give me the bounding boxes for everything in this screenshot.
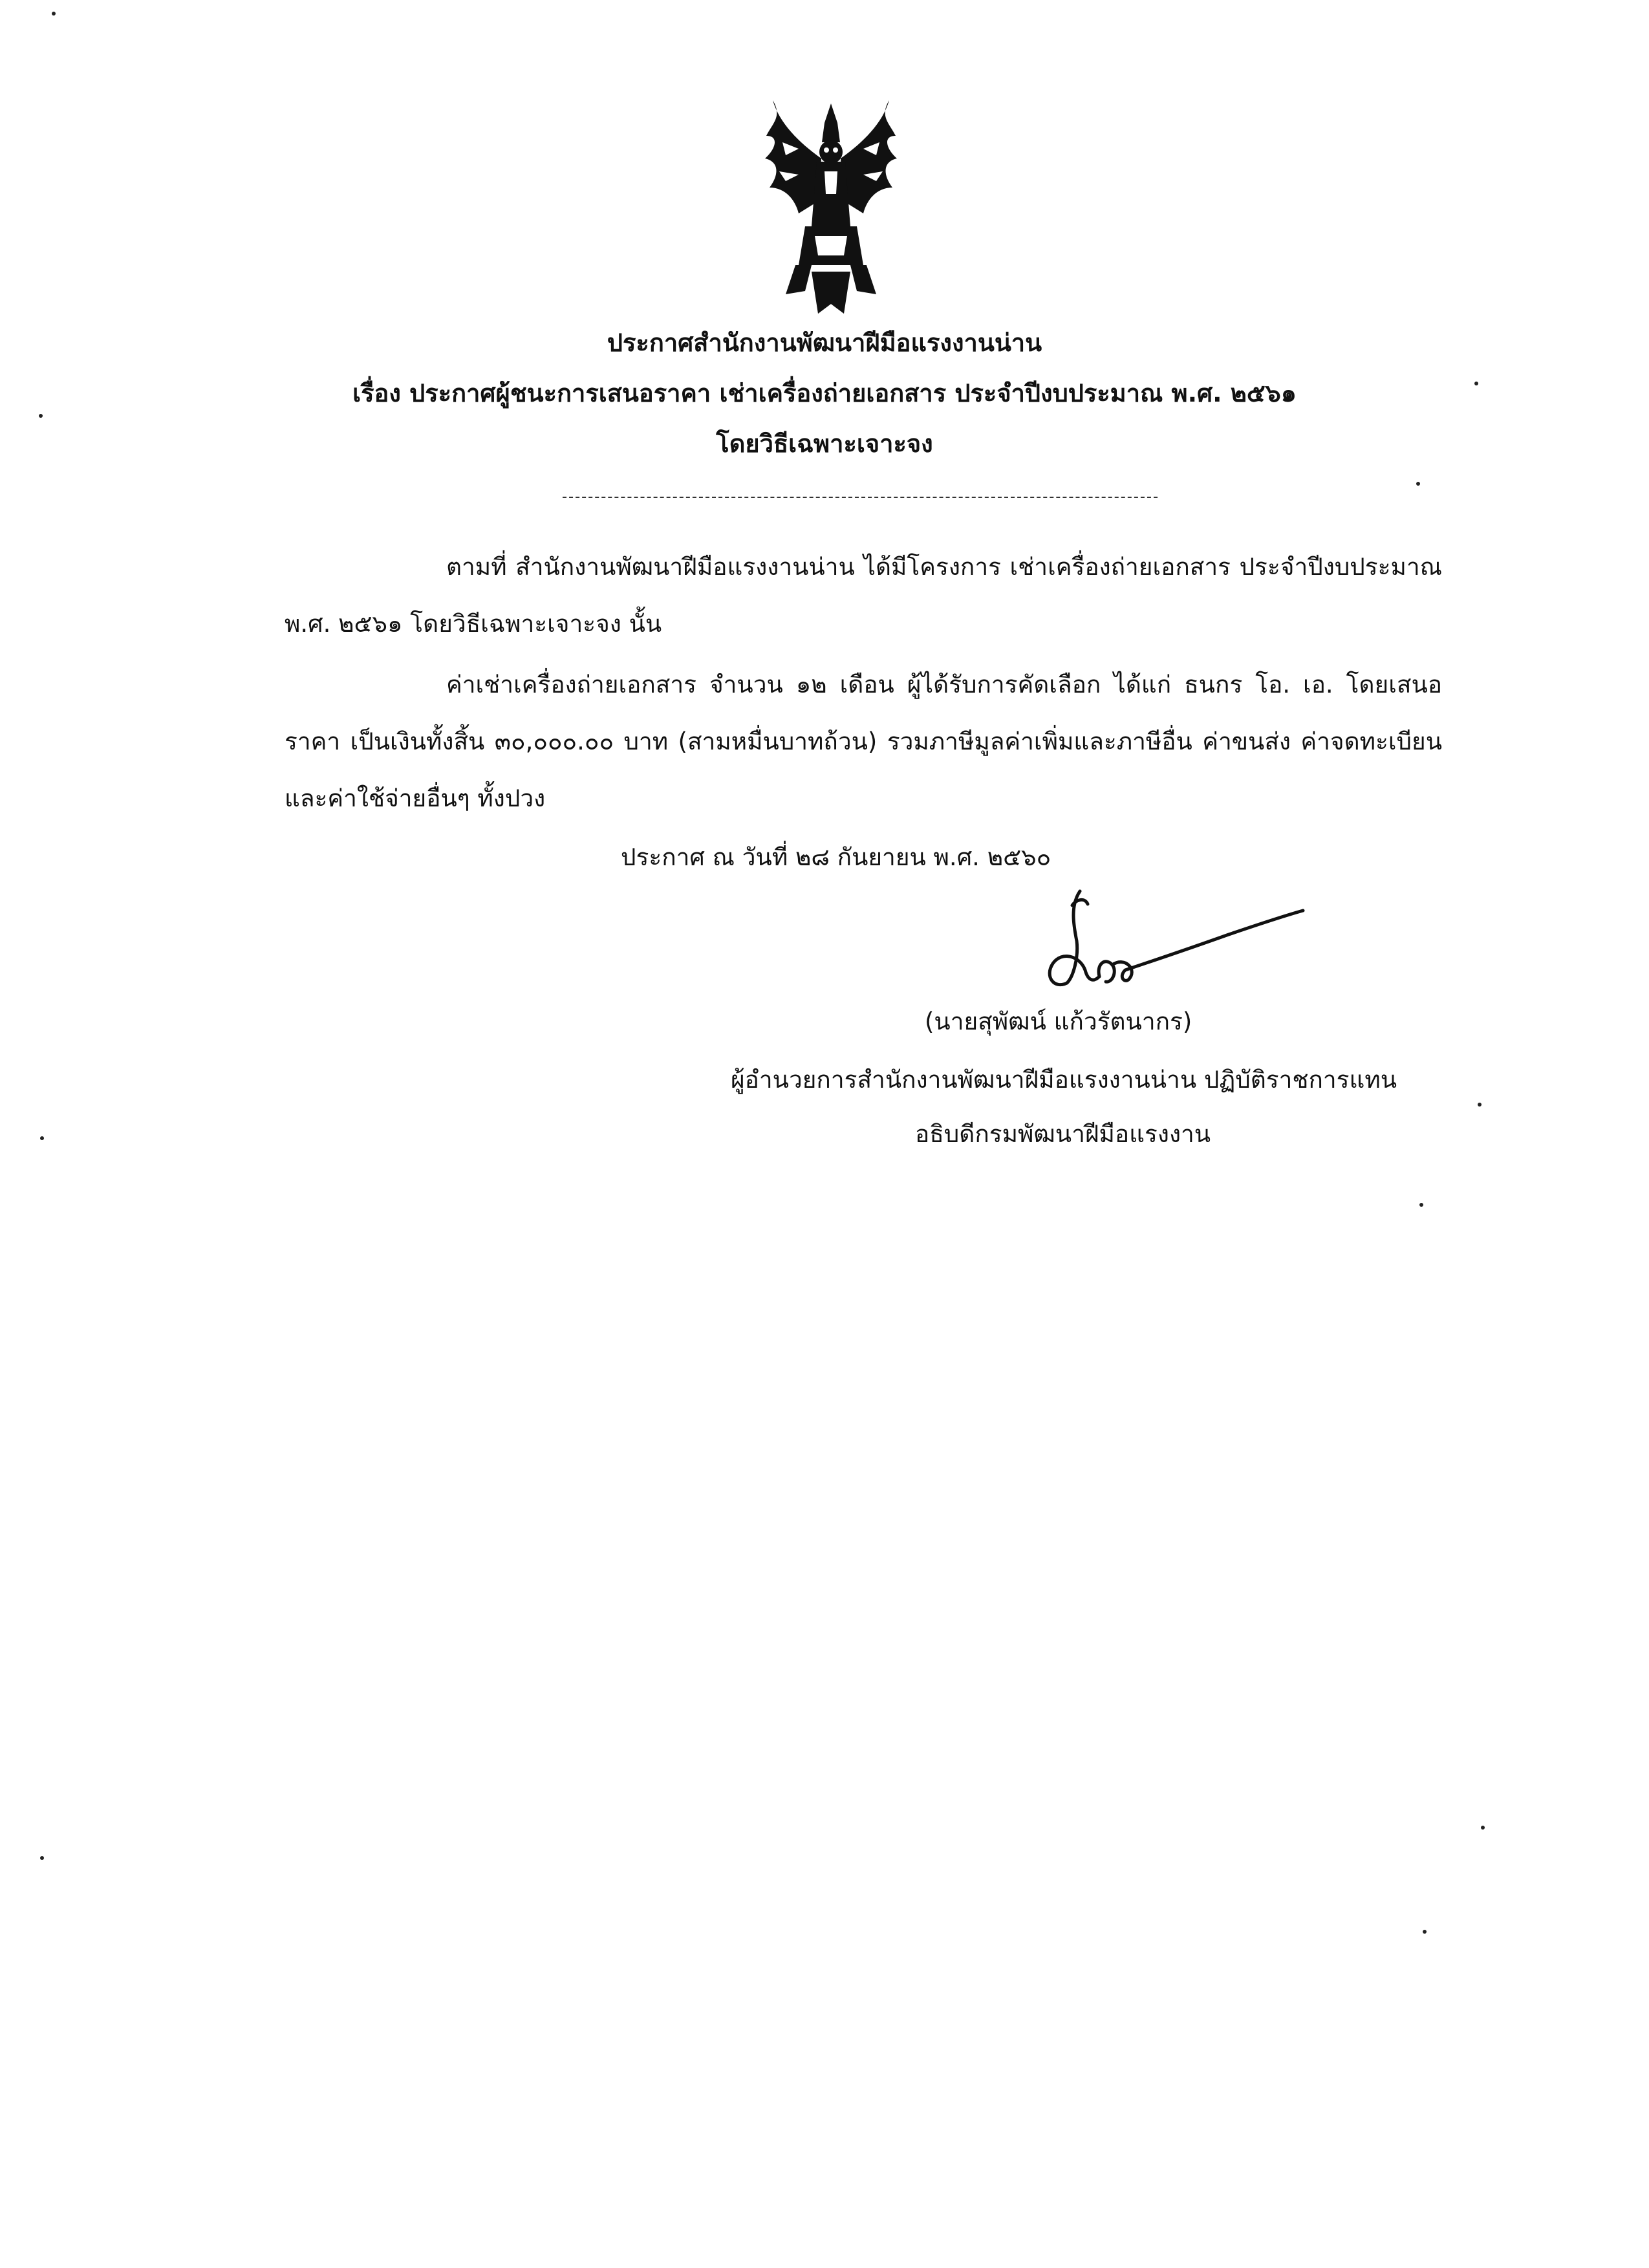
paragraph-2-text: ค่าเช่าเครื่องถ่ายเอกสาร จำนวน ๑๒ เดือน ผู้ได้รับการคัดเลือก ได้แก่ ธนกร โอ. เอ. โดยเสนอราคา เป็นเงินทั้งสิ้น ๓๐,๐๐๐.๐๐ บาท (สามหมื่นบาทถ้วน) รวมภาษีมูลค่าเพิ่มและภาษีอื่น ค่าขนส่ง ค่าจดทะเบียน และค่าใช้จ่ายอื่นๆ ทั้งปวง xyxy=(285,671,1442,812)
scan-speck xyxy=(1478,1103,1482,1107)
scan-speck xyxy=(1416,482,1420,486)
signatory-department: อธิบดีกรมพัฒนาฝีมือแรงงาน xyxy=(915,1120,1211,1148)
scan-speck xyxy=(39,414,43,418)
announcement-title: ประกาศสำนักงานพัฒนาฝีมือแรงงานน่าน xyxy=(607,329,1042,357)
garuda-emblem-icon xyxy=(760,97,902,317)
body-paragraph-1 xyxy=(285,539,1442,653)
procurement-method: โดยวิธีเฉพาะเจาะจง xyxy=(716,429,933,458)
scan-speck xyxy=(40,1136,44,1140)
scan-speck xyxy=(1481,1826,1485,1830)
announcement-date: ประกาศ ณ วันที่ ๒๘ กันยายน พ.ศ. ๒๕๖๐ xyxy=(621,843,1051,871)
signatory-position: ผู้อำนวยการสำนักงานพัฒนาฝีมือแรงงานน่าน ปฏิบัติราชการแทน xyxy=(731,1066,1397,1094)
dashed-divider xyxy=(563,497,1158,498)
body-paragraph-2 xyxy=(285,656,1442,827)
handwritten-signature-icon xyxy=(1015,880,1319,996)
scan-speck xyxy=(1474,382,1478,385)
scan-speck xyxy=(52,12,56,16)
scan-speck xyxy=(1419,1203,1423,1207)
scan-speck xyxy=(1423,1930,1427,1934)
scan-speck xyxy=(40,1856,44,1860)
paragraph-1-text: ตามที่ สำนักงานพัฒนาฝีมือแรงงานน่าน ได้มีโครงการ เช่าเครื่องถ่ายเอกสาร ประจำปีงบประมาณ พ.ศ. ๒๕๖๑ โดยวิธีเฉพาะเจาะจง นั้น xyxy=(285,553,1442,638)
signatory-name: (นายสุพัฒน์ แก้วรัตนากร) xyxy=(925,1008,1192,1035)
announcement-subject: เรื่อง ประกาศผู้ชนะการเสนอราคา เช่าเครื่องถ่ายเอกสาร ประจำปีงบประมาณ พ.ศ. ๒๕๖๑ xyxy=(352,379,1297,407)
